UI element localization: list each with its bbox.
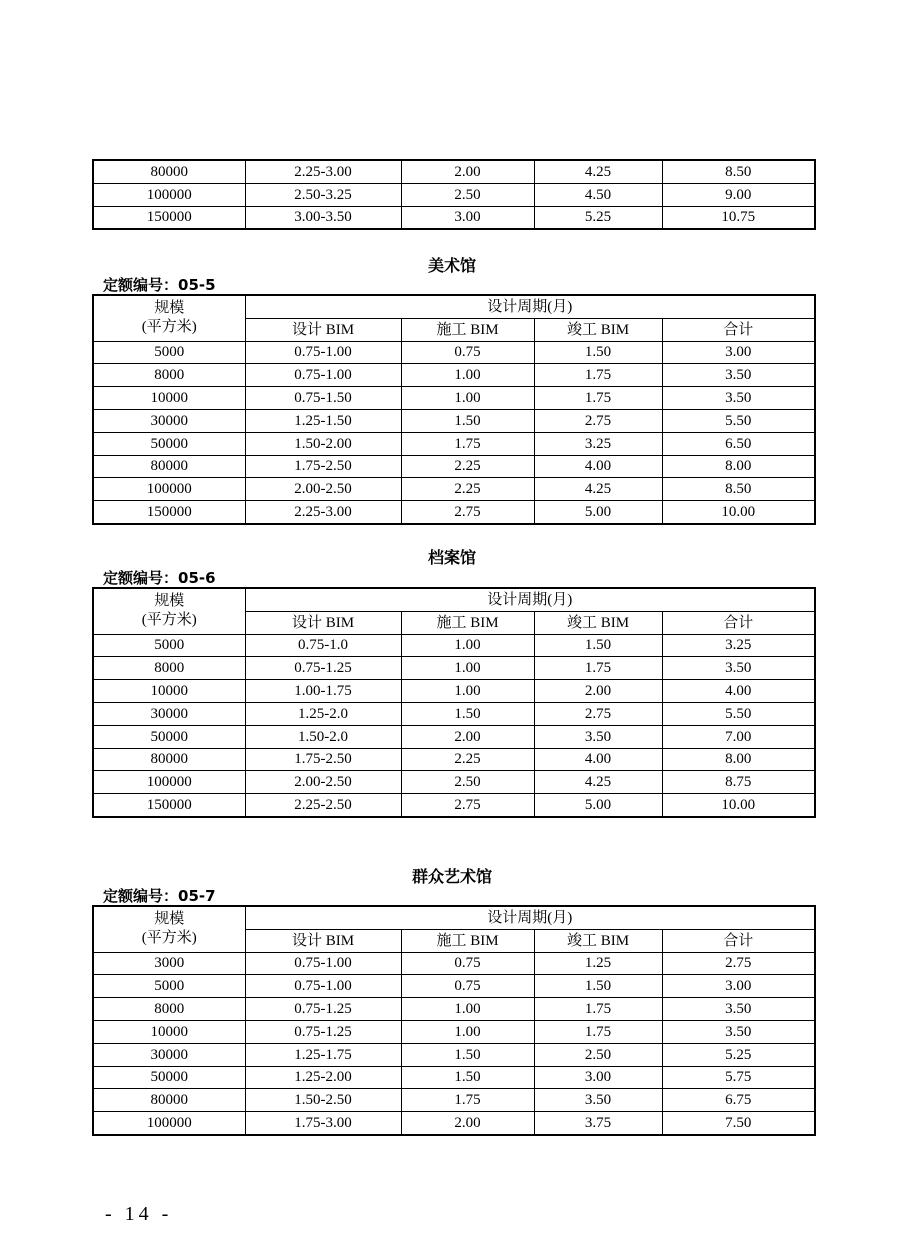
table-cell: 8.00	[662, 455, 815, 478]
table-cell: 10.00	[662, 501, 815, 524]
table-row	[93, 702, 815, 725]
table-row	[93, 1020, 815, 1043]
table-cell: 10000	[93, 680, 245, 703]
table-cell: 0.75-1.0	[245, 634, 401, 657]
table-cell: 1.00	[401, 387, 534, 410]
table-cell: 1.00	[401, 680, 534, 703]
table-cell: 5000	[93, 975, 245, 998]
table-cell: 8.50	[662, 478, 815, 501]
table-cell: 1.50	[401, 409, 534, 432]
table-cell: 3.50	[662, 998, 815, 1021]
section-title-1: 美术馆	[427, 256, 476, 275]
table-cell: 5.75	[662, 1066, 815, 1089]
table-cell: 1.75	[534, 657, 662, 680]
table-cell: 1.00-1.75	[245, 680, 401, 703]
header-completion-bim: 竣工 BIM	[534, 611, 662, 634]
header-total: 合计	[662, 318, 815, 341]
section-table-body	[93, 341, 815, 524]
table-cell: 2.00	[401, 1112, 534, 1135]
table-cell: 1.75	[534, 1020, 662, 1043]
table-cell: 4.25	[534, 478, 662, 501]
table-cell: 5.50	[662, 702, 815, 725]
table-row	[93, 432, 815, 455]
table-cell: 30000	[93, 1043, 245, 1066]
table-cell: 4.00	[662, 680, 815, 703]
table-cell: 100000	[93, 771, 245, 794]
table-cell: 8.50	[662, 160, 815, 183]
table-cell: 5.00	[534, 501, 662, 524]
header-scale-label: 规模	[154, 300, 185, 317]
table-cell: 150000	[93, 501, 245, 524]
table-cell: 9.00	[662, 183, 815, 206]
table-cell: 7.50	[662, 1112, 815, 1135]
continued-table-body	[93, 160, 815, 229]
table-cell: 4.25	[534, 771, 662, 794]
table-cell: 50000	[93, 1066, 245, 1089]
table-cell: 2.00	[534, 680, 662, 703]
table-cell: 1.50	[401, 1043, 534, 1066]
table-cell: 5.25	[534, 206, 662, 229]
table-cell: 8.75	[662, 771, 815, 794]
table-cell: 8000	[93, 657, 245, 680]
table-cell: 5.50	[662, 409, 815, 432]
quota-code-3: 定额编号：05-7	[103, 887, 216, 905]
header-period: 设计周期(月)	[245, 295, 815, 318]
table-cell: 3.50	[662, 657, 815, 680]
quota-code-2: 定额编号：05-6	[103, 569, 216, 587]
table-cell: 1.25-2.0	[245, 702, 401, 725]
table-cell: 3.50	[662, 364, 815, 387]
table-cell: 50000	[93, 432, 245, 455]
table-cell: 1.75	[401, 432, 534, 455]
table-cell: 80000	[93, 455, 245, 478]
table-cell: 1.75	[534, 364, 662, 387]
table-cell: 2.00-2.50	[245, 478, 401, 501]
table-row	[93, 771, 815, 794]
header-construction-bim: 施工 BIM	[401, 318, 534, 341]
table-cell: 0.75-1.00	[245, 364, 401, 387]
table-cell: 3.00	[401, 206, 534, 229]
table-cell: 2.50	[534, 1043, 662, 1066]
table-cell: 1.25-2.00	[245, 1066, 401, 1089]
table-cell: 30000	[93, 702, 245, 725]
header-design-bim: 设计 BIM	[245, 929, 401, 952]
table-row	[93, 634, 815, 657]
table-cell: 1.00	[401, 998, 534, 1021]
table-cell: 10.00	[662, 794, 815, 817]
table-cell: 2.50	[401, 183, 534, 206]
table-cell: 1.75	[534, 998, 662, 1021]
table-row	[93, 409, 815, 432]
table-cell: 2.50	[401, 771, 534, 794]
header-scale	[93, 906, 245, 952]
table-cell: 3.00	[662, 975, 815, 998]
table-cell: 30000	[93, 409, 245, 432]
table-cell: 0.75	[401, 341, 534, 364]
table-row	[93, 160, 815, 183]
table-cell: 1.75-2.50	[245, 455, 401, 478]
header-construction-bim: 施工 BIM	[401, 611, 534, 634]
table-cell: 50000	[93, 725, 245, 748]
table-cell: 0.75-1.50	[245, 387, 401, 410]
table-cell: 100000	[93, 478, 245, 501]
table-cell: 2.75	[534, 702, 662, 725]
table-row	[93, 657, 815, 680]
table-cell: 4.00	[534, 748, 662, 771]
section-title-3: 群众艺术馆	[411, 867, 492, 886]
table-row	[93, 748, 815, 771]
header-construction-bim: 施工 BIM	[401, 929, 534, 952]
table-cell: 5000	[93, 341, 245, 364]
section-title-2: 档案馆	[427, 548, 476, 567]
table-cell: 1.25-1.75	[245, 1043, 401, 1066]
header-scale-label: 规模	[154, 911, 185, 928]
table-row	[93, 1066, 815, 1089]
table-row	[93, 206, 815, 229]
table-cell: 6.50	[662, 432, 815, 455]
header-completion-bim: 竣工 BIM	[534, 929, 662, 952]
table-row	[93, 680, 815, 703]
table-row	[93, 501, 815, 524]
table-cell: 1.00	[401, 364, 534, 387]
header-scale-unit: (平方米)	[141, 612, 197, 629]
table-row	[93, 341, 815, 364]
table-cell: 3.50	[662, 1020, 815, 1043]
table-cell: 3.00	[534, 1066, 662, 1089]
table-cell: 2.00	[401, 160, 534, 183]
table-cell: 2.75	[534, 409, 662, 432]
table-cell: 1.50	[534, 975, 662, 998]
table-cell: 8.00	[662, 748, 815, 771]
table-cell: 1.50	[534, 634, 662, 657]
table-cell: 10000	[93, 387, 245, 410]
table-cell: 3000	[93, 952, 245, 975]
header-total: 合计	[662, 611, 815, 634]
table-cell: 2.00-2.50	[245, 771, 401, 794]
table-cell: 0.75-1.00	[245, 975, 401, 998]
table-row	[93, 1043, 815, 1066]
table-cell: 1.25	[534, 952, 662, 975]
table-cell: 10000	[93, 1020, 245, 1043]
header-period: 设计周期(月)	[245, 588, 815, 611]
table-cell: 1.75-3.00	[245, 1112, 401, 1135]
header-scale-label: 规模	[154, 593, 185, 610]
table-row	[93, 455, 815, 478]
table-cell: 1.00	[401, 634, 534, 657]
header-completion-bim: 竣工 BIM	[534, 318, 662, 341]
table-cell: 1.50-2.0	[245, 725, 401, 748]
table-row	[93, 478, 815, 501]
table-cell: 2.25-3.00	[245, 501, 401, 524]
table-cell: 3.25	[662, 634, 815, 657]
table-cell: 1.00	[401, 1020, 534, 1043]
header-design-bim: 设计 BIM	[245, 611, 401, 634]
table-cell: 100000	[93, 1112, 245, 1135]
table-cell: 3.50	[662, 387, 815, 410]
table-cell: 5.00	[534, 794, 662, 817]
section-table-3	[92, 905, 816, 1136]
table-cell: 0.75-1.25	[245, 998, 401, 1021]
table-row	[93, 975, 815, 998]
table-cell: 8000	[93, 998, 245, 1021]
header-period: 设计周期(月)	[245, 906, 815, 929]
section-table-1	[92, 294, 816, 525]
table-cell: 10.75	[662, 206, 815, 229]
section-table-2	[92, 587, 816, 818]
table-cell: 3.00	[662, 341, 815, 364]
table-cell: 5000	[93, 634, 245, 657]
table-cell: 6.75	[662, 1089, 815, 1112]
table-row	[93, 998, 815, 1021]
table-cell: 8000	[93, 364, 245, 387]
table-cell: 4.00	[534, 455, 662, 478]
table-cell: 0.75-1.25	[245, 1020, 401, 1043]
table-cell: 1.75	[401, 1089, 534, 1112]
table-cell: 7.00	[662, 725, 815, 748]
header-scale	[93, 588, 245, 634]
table-cell: 2.25	[401, 455, 534, 478]
table-row	[93, 387, 815, 410]
table-cell: 1.00	[401, 657, 534, 680]
table-cell: 0.75-1.25	[245, 657, 401, 680]
quota-code-1: 定额编号：05-5	[103, 276, 216, 294]
section-table-body	[93, 952, 815, 1135]
header-scale-unit: (平方米)	[141, 930, 197, 947]
table-cell: 2.00	[401, 725, 534, 748]
table-row	[93, 1112, 815, 1135]
header-total: 合计	[662, 929, 815, 952]
table-cell: 5.25	[662, 1043, 815, 1066]
table-row	[93, 794, 815, 817]
table-cell: 2.50-3.25	[245, 183, 401, 206]
table-row	[93, 952, 815, 975]
table-row	[93, 725, 815, 748]
table-cell: 1.50	[534, 341, 662, 364]
table-cell: 3.00-3.50	[245, 206, 401, 229]
table-cell: 1.50	[401, 702, 534, 725]
table-cell: 0.75	[401, 975, 534, 998]
table-cell: 2.25	[401, 478, 534, 501]
table-cell: 80000	[93, 1089, 245, 1112]
table-cell: 1.75	[534, 387, 662, 410]
table-cell: 2.75	[662, 952, 815, 975]
table-cell: 0.75	[401, 952, 534, 975]
header-scale	[93, 295, 245, 341]
continued-table	[92, 159, 816, 230]
page-number: - 14 -	[105, 1203, 173, 1225]
table-cell: 2.75	[401, 794, 534, 817]
table-cell: 1.75-2.50	[245, 748, 401, 771]
table-cell: 2.25	[401, 748, 534, 771]
table-cell: 1.50-2.00	[245, 432, 401, 455]
header-design-bim: 设计 BIM	[245, 318, 401, 341]
table-cell: 1.25-1.50	[245, 409, 401, 432]
section-table-body	[93, 634, 815, 817]
table-cell: 3.50	[534, 1089, 662, 1112]
table-cell: 1.50-2.50	[245, 1089, 401, 1112]
table-row	[93, 1089, 815, 1112]
table-cell: 0.75-1.00	[245, 341, 401, 364]
table-cell: 80000	[93, 748, 245, 771]
table-cell: 4.25	[534, 160, 662, 183]
table-cell: 2.25-3.00	[245, 160, 401, 183]
table-cell: 2.25-2.50	[245, 794, 401, 817]
table-row	[93, 183, 815, 206]
table-cell: 150000	[93, 206, 245, 229]
table-cell: 2.75	[401, 501, 534, 524]
table-cell: 3.75	[534, 1112, 662, 1135]
table-row	[93, 364, 815, 387]
table-cell: 3.50	[534, 725, 662, 748]
table-cell: 150000	[93, 794, 245, 817]
table-cell: 0.75-1.00	[245, 952, 401, 975]
table-cell: 4.50	[534, 183, 662, 206]
table-cell: 1.50	[401, 1066, 534, 1089]
header-scale-unit: (平方米)	[141, 319, 197, 336]
table-cell: 80000	[93, 160, 245, 183]
table-cell: 100000	[93, 183, 245, 206]
table-cell: 3.25	[534, 432, 662, 455]
